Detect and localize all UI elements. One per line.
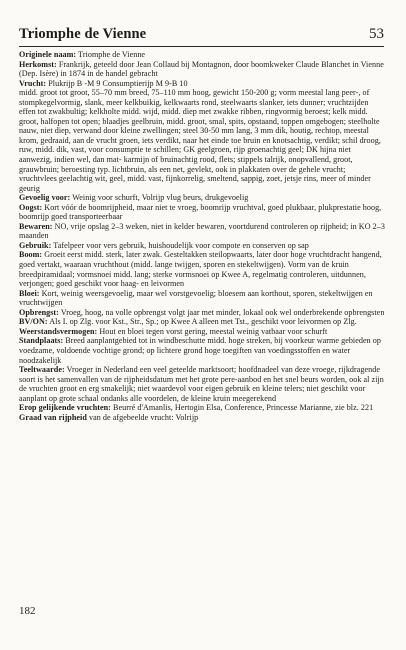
entry-2 — [19, 79, 385, 89]
page-number-top: 53 — [369, 26, 384, 42]
entry-text: Vroeg, hoog, na volle opbrengst volgt jaar met minder, lokaal ook wel onderbrekende opbrengsten — [58, 307, 385, 317]
page-header — [19, 26, 384, 47]
page-number-bottom: 182 — [19, 605, 36, 617]
entry-label: Vrucht: — [19, 78, 47, 88]
entry-text: NO, vrije opslag 2–3 weken, niet in kelder bewaren, voortdurend controleren op rijpheid; in KO 2–3 maanden — [19, 221, 385, 241]
entry-text: Vroeger in Nederland een veel geteelde marktsoort; hoofdnadeel van deze vroege, rijkdragende soort is het samenvallen van de rijpheidsdatum met het grote pere-aanbod en het snel beurs worden, ook al zijn de vruchten groot en erg smakelijk; niet waardevol voor eigen gebruik en kleine telers; niet geschikt voor aanplant op grote schaal ondanks alle voordelen, de kleine kruin meegerekend — [19, 365, 384, 403]
entry-label: Teeltwaarde: — [19, 365, 65, 375]
entry-label: Bloei: — [19, 288, 40, 298]
entry-5 — [19, 203, 385, 222]
entry-label: Bewaren: — [19, 221, 53, 231]
entry-text: Als I. op Zlg. voor Kst., Str., Sp.; op Kwee A alleen met Tst., geschikt voor leivormen op Zlg. — [47, 317, 357, 327]
entry-14 — [19, 365, 385, 403]
entry-text: Plukrijp B -M 9 Consumptierijp M 9-B 10 — [46, 78, 188, 88]
entry-label: Herkomst: — [19, 59, 57, 69]
entry-text: Weinig voor schurft, Volrijp vlug beurs, drukgevoelig — [70, 193, 249, 203]
entry-label: Graad van rijpheid — [19, 412, 87, 422]
entry-13 — [19, 336, 385, 365]
entry-label: Standplaats: — [19, 336, 64, 346]
entry-label: Originele naam: — [19, 50, 77, 59]
entry-label: Gebruik: — [19, 240, 52, 250]
entry-text: Kort, weinig weersgevoelig, maar wel vorstgevoelig; bloesem aan korthout, sporen, stekeltwijgen en vruchtwijgen — [19, 288, 373, 308]
entry-list — [19, 50, 385, 422]
entry-text: Triomphe de Vienne — [76, 50, 146, 59]
entry-8 — [19, 250, 385, 288]
entry-text: Tafelpeer voor vers gebruik, huishoudelijk voor compote en conserven op sap — [51, 240, 309, 250]
entry-3 — [19, 88, 385, 193]
entry-label: BV/ON: — [19, 317, 48, 327]
entry-0 — [19, 50, 385, 60]
entry-10 — [19, 308, 385, 318]
entry-label: Oogst: — [19, 202, 43, 212]
entry-11 — [19, 317, 385, 327]
entry-text: Beurré d'Amanlis, Hertogin Elsa, Conference, Princesse Marianne, zie blz. 221 — [110, 403, 374, 413]
entry-4 — [19, 193, 385, 203]
entry-6 — [19, 222, 385, 241]
entry-text: Kort vóór de boomrijpheid, maar niet te vroeg, boomrijp vruchtval, goed plukbaar, plukprestatie hoog, boomrijp goed transporteerbaar — [19, 202, 382, 222]
entry-7 — [19, 241, 385, 251]
entry-1 — [19, 60, 385, 79]
entry-label: Gevoelig voor: — [19, 193, 71, 203]
page-title: Triomphe de Vienne — [19, 26, 147, 42]
entry-text: Frankrijk, geteeld door Jean Collaud bij Montagnon, door boomkweker Claude Blanchet in Vienne (Dep. Isère) in 1874 in de handel gebracht — [19, 59, 384, 79]
entry-text: midd. groot tot groot, 55–70 mm breed, 75–110 mm hoog, gewicht 150-200 g; vorm meestal lang peer-, of stompkegelvormig, slank, meer kelkbuikig, kelkwaarts rond, steelwaarts slanker, iets dunner; vruchtzijden effen tot zwakbultig; kelkholte midd. wijd, midd. diep met zwakke ribben, ringvormig beroest; kelk midd. groot, halfopen tot open; blaadjes geelbruin, midd. groot, smal, spits, opstaand, toppen omgebogen; steelholte nauw, niet diep, verwand door kleine zwellingen; steel 30-50 mm lang, 3 mm dik, houtig, rechtop, meestal krom, gedraaid, aan de vrucht groen, iets verdikt, naar het einde toe bruin en knotsachtig, verdikt; schil droog, ruw, midd. dik, vast, voor consumptie te schillen; GK geelgroen, rijp groenachtig geel; DK hijna niet aanwezig, indien wel, dan mat- karmijn of bruinachtig rood, flets; stippels talrijk, onopvallend, groot, grauwbruin; beroesting typ. lichtbruin, als een net, gevlekt, ook in plakkaten over de gehele vrucht; vruchtvlees geelachtig wit, geel, midd. vast, fijnkorrelig, smeltend, sappig, zoet, jetsje rins, meer of minder geurig — [19, 88, 381, 193]
entry-text: Hout en bloei tegen vorst gering, meestal weinig vatbaar voor schurft — [97, 326, 328, 336]
entry-text: van de afgebeelde vrucht: Volrijp — [86, 412, 199, 422]
entry-15 — [19, 403, 385, 413]
entry-9 — [19, 289, 385, 308]
entry-text: Breed aanplantgebied tot in windbeschutte midd. hoge streken, bij voorkeur warme gebieden op voedzame, voldoende vochtige grond; op lichtere grond hoge toegiften van voedingsstoffen en water noodzakelijk — [19, 336, 381, 365]
entry-label: Boom: — [19, 250, 43, 260]
entry-16 — [19, 413, 385, 423]
entry-text: Groeit eerst midd. sterk, later zwak. Gesteltakken steilopwaarts, later door hoge vruchtdracht hangend, goed vertakt, waaraan vruchthout (midd. lange twijgen, sporen en stekeltwijgen). Vorm van de kruin breedpiramidaal; vormsnoei midd. lang; sterke vormsnoei op Kwee A, regelmatig controleren, uitdunnen, verjongen; goed geschikt voor haag- en leivormen — [19, 250, 382, 289]
entry-label: Erop gelijkende vruchten: — [19, 403, 111, 413]
entry-label: Opbrengst: — [19, 307, 59, 317]
entry-label: Weerstandsvermogen: — [19, 326, 98, 336]
entry-12 — [19, 327, 385, 337]
